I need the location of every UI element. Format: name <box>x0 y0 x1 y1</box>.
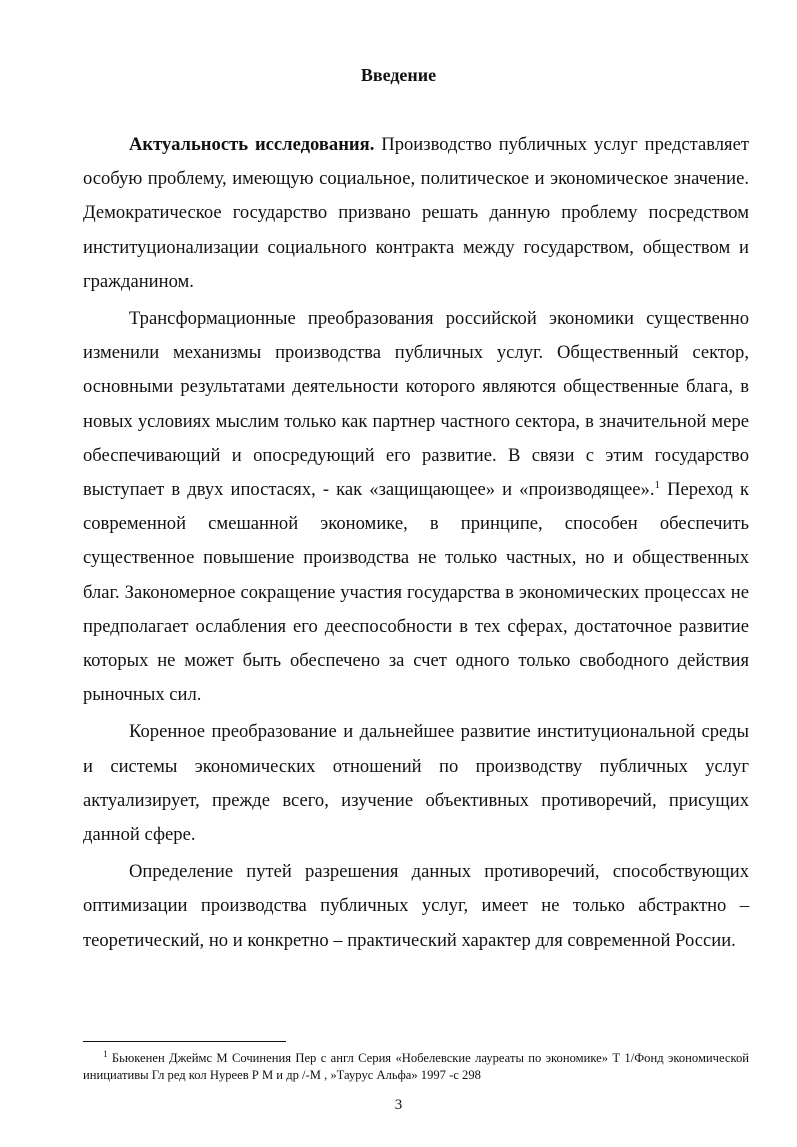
paragraph-text: Трансформационные преобразования российской экономики существенно изменили механизмы производства публичных услуг. Общественный сектор, основными результатами деятельности которого являются общественные блага, в новых условиях мыслим только как партнер частного сектора, в значительной мере обеспечивающий и опосредующий его развитие. В связи с этим государство выступает в двух ипостасях, - как «защищающее» и «производящее». <box>83 308 749 501</box>
footnote-marker: 1 <box>103 1048 108 1059</box>
paragraph-transformation <box>83 302 749 712</box>
paragraph-resolution <box>83 855 749 958</box>
footnote <box>83 1050 749 1084</box>
page-title: Введение <box>360 65 437 85</box>
paragraph-text: Определение путей разрешения данных противоречий, способствующих оптимизации производства публичных услуг, имеет не только абстрактно – теоретический, но и конкретно – практический характер для современной России. <box>83 861 749 951</box>
footnote-text: Бьюкенен Джеймс М Сочинения Пер с англ Серия «Нобелевские лауреаты по экономике» Т 1/Фонд экономической инициативы Гл ред кол Нуреев Р М и др /-М , »Таурус Альфа» 1997 -с 298 <box>83 1051 749 1082</box>
paragraph-text: Коренное преобразование и дальнейшее развитие институциональной среды и системы экономических отношений по производству публичных услуг актуализирует, прежде всего, изучение объективных противоречий, присущих данной сфере. <box>83 721 749 846</box>
paragraph-institutional <box>83 715 749 852</box>
paragraph-relevance <box>83 128 749 299</box>
page-number: 3 <box>394 1097 403 1113</box>
footnote-reference: 1 <box>654 478 660 491</box>
footnote-divider <box>83 1041 286 1042</box>
paragraph-text-continued: Переход к современной смешанной экономике, в принципе, способен обеспечить существенное повышение производства не только частных, но и общественных благ. Закономерное сокращение участия государства в экономических процессах не предполагает ослабления его дееспособности в тех сферах, достаточное развитие которых не может быть обеспечено за счет одного только свободного действия рыночных сил. <box>83 479 749 706</box>
body-text <box>83 128 749 958</box>
paragraph-lead: Актуальность исследования. <box>129 134 375 155</box>
paragraph-text: Производство публичных услуг представляет особую проблему, имеющую социальное, политическое и экономическое значение. Демократическое государство призвано решать данную проблему посредством институционализации социального контракта между государством, обществом и гражданином. <box>83 134 749 292</box>
